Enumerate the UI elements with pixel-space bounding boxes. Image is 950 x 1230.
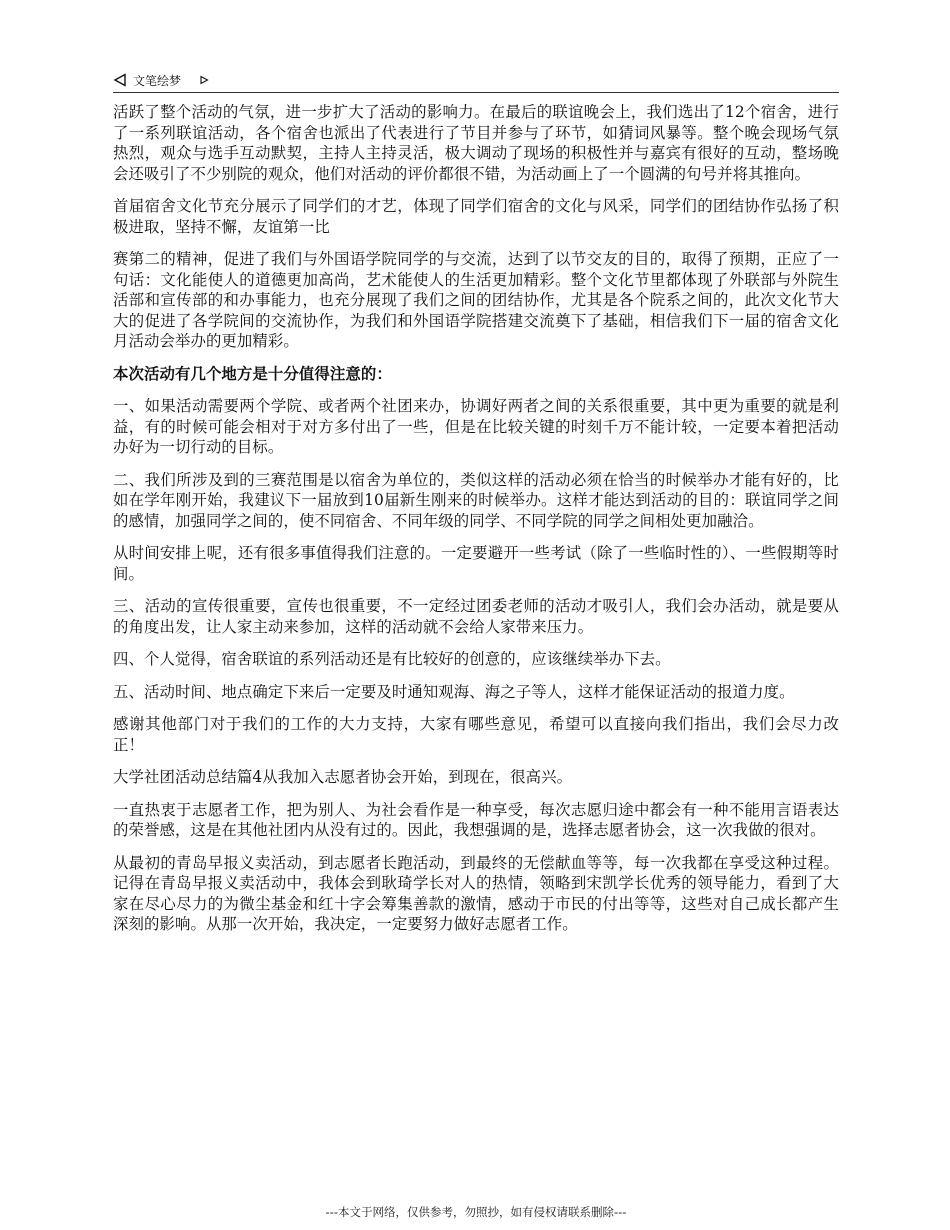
body-paragraph: 五、活动时间、地点确定下来后一定要及时通知观海、海之子等人，这样才能保证活动的报道力度。 <box>113 682 795 701</box>
body-paragraph: 首届宿舍文化节充分展示了同学们的才艺，体现了同学们宿舍的文化与风采，同学们的团结协作弘扬了积极进取，坚持不懈，友谊第一比 <box>113 197 839 236</box>
document-page <box>113 68 839 1219</box>
document-body <box>113 102 839 935</box>
section-heading: 本次活动有几个地方是十分值得注意的： <box>113 364 392 383</box>
page-header <box>113 68 839 93</box>
brand-name: 文笔绘梦 <box>133 73 182 88</box>
body-paragraph: 四、个人觉得，宿舍联谊的系列活动还是有比较好的创意的，应该继续举办下去。 <box>113 650 671 668</box>
body-paragraph: 二、我们所涉及到的三赛范围是以宿舍为单位的，类似这样的活动必须在恰当的时候举办才能有好的，比如在学年刚开始，我建议下一届放到10届新生刚来的时候举办。这样才能达到活动的目的：联谊同学之间的感情，加强同学之间的，使不同宿舍、不同年级的同学、不同学院的同学之间相处更加融洽。 <box>113 470 839 530</box>
body-paragraph: 三、活动的宣传很重要，宣传也很重要，不一定经过团委老师的活动才吸引人，我们会办活动，就是要从的角度出发，让人家主动来参加，这样的活动就不会给人家带来压力。 <box>113 597 839 636</box>
triangle-left-icon <box>113 73 127 87</box>
page-footer-disclaimer: ---本文于网络，仅供参考，勿照抄，如有侵权请联系删除--- <box>325 1205 627 1219</box>
body-paragraph: 从时间安排上呢，还有很多事值得我们注意的。一定要避开一些考试（除了一些临时性的）、一些假期等时间。 <box>113 544 839 583</box>
body-paragraph: 一、如果活动需要两个学院、或者两个社团来办，协调好两者之间的关系很重要，其中更为重要的就是利益，有的时候可能会相对于对方多付出了一些，但是在比较关键的时刻千万不能计较，一定要本着把活动办好为一切行动的目标。 <box>113 397 839 456</box>
triangle-right-icon <box>199 75 209 85</box>
header-brand <box>113 72 209 89</box>
body-paragraph: 大学社团活动总结篇4从我加入志愿者协会开始，到现在，很高兴。 <box>113 768 573 786</box>
body-paragraph: 赛第二的精神，促进了我们与外国语学院同学的与交流，达到了以节交友的目的，取得了预期，正应了一句话：文化能使人的道德更加高尚，艺术能使人的生活更加精彩。整个文化节里都体现了外联部与外院生活部和宣传部的和办事能力，也充分展现了我们之间的团结协作，尤其是各个院系之间的，此次文化节大大的促进了各学院间的交流协作，为我们和外国语学院搭建交流奠下了基础，相信我们下一届的宿舍文化月活动会举办的更加精彩。 <box>113 250 839 350</box>
body-paragraph: 从最初的青岛早报义卖活动，到志愿者长跑活动，到最终的无偿献血等等，每一次我都在享受这种过程。记得在青岛早报义卖活动中，我体会到耿琦学长对人的热情，领略到宋凯学长优秀的领导能力，看到了大家在尽心尽力的为微尘基金和红十字会筹集善款的激情，感动于市民的付出等等，这些对自己成长都产生深刻的影响。从那一次开始，我决定，一定要努力做好志愿者工作。 <box>113 853 839 933</box>
body-paragraph: 一直热衷于志愿者工作，把为别人、为社会看作是一种享受，每次志愿归途中都会有一种不能用言语表达的荣誉感，这是在其他社团内从没有过的。因此，我想强调的是，选择志愿者协会，这一次我做的很对。 <box>113 800 839 839</box>
body-paragraph: 感谢其他部门对于我们的工作的大力支持，大家有哪些意见，希望可以直接向我们指出，我们会尽力改正！ <box>113 715 839 754</box>
body-paragraph: 活跃了整个活动的气氛，进一步扩大了活动的影响力。在最后的联谊晚会上，我们选出了12个宿舍，进行了一系列联谊活动，各个宿舍也派出了代表进行了节目并参与了环节，如猜词风暴等。整个晚会现场气氛热烈，观众与选手互动默契，主持人主持灵活，极大调动了现场的积极性并与嘉宾有很好的互动，整场晚会还吸引了不少别院的观众，他们对活动的评价都很不错，为活动画上了一个圆满的句号并将其推向。 <box>113 103 839 183</box>
